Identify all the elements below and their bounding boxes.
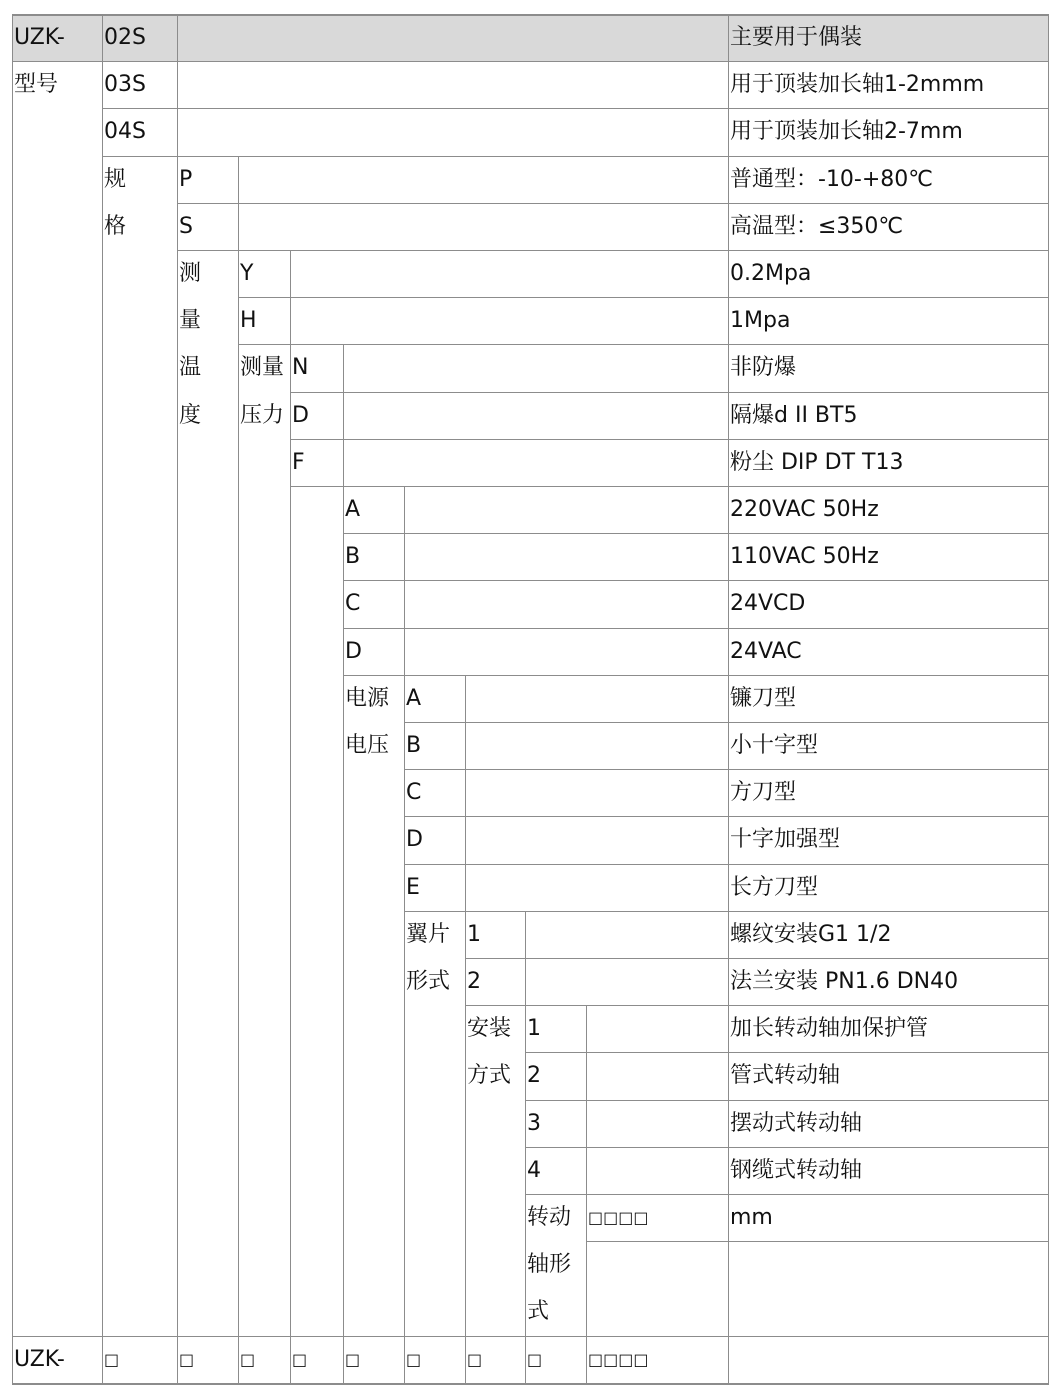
shaft-desc: 加长转动轴加保护管: [730, 1016, 929, 1041]
table-rule: [525, 1147, 1049, 1148]
spec-code: P: [179, 167, 193, 192]
blade-code: D: [406, 827, 423, 852]
table-rule: [343, 344, 344, 1384]
blade-label: 形式: [406, 969, 451, 994]
table-rule: [12, 1383, 1049, 1385]
table-rule: [290, 439, 1049, 440]
voltage-desc: 220VAC 50Hz: [730, 497, 879, 522]
table-rule: [102, 108, 1049, 109]
code-box: □: [527, 1350, 543, 1369]
model-code-02s: 02S: [104, 25, 146, 50]
header-band: [12, 14, 1048, 61]
pressure-label: 测量: [240, 355, 285, 380]
install-label: 安装: [467, 1016, 512, 1041]
code-box: □: [240, 1350, 256, 1369]
voltage-desc: 24VAC: [730, 639, 802, 664]
table-rule: [177, 14, 178, 1384]
code-box: □: [345, 1350, 361, 1369]
table-rule: [12, 1336, 1049, 1337]
code-box: □: [179, 1350, 195, 1369]
code-box: □: [406, 1350, 422, 1369]
code-box: □: [467, 1350, 483, 1369]
install-desc: 螺纹安装G1 1/2: [730, 922, 892, 947]
table-rule: [238, 297, 1049, 298]
table-rule: [728, 14, 729, 1384]
shaft-code: 4: [527, 1158, 541, 1183]
length-code: □□□□: [588, 1208, 649, 1227]
table-rule: [525, 911, 526, 1384]
spec-label: 规: [104, 167, 127, 192]
pressure-label: 压力: [240, 403, 285, 428]
shaft-code: 2: [527, 1063, 541, 1088]
model-desc-02s: 主要用于偶装: [730, 25, 863, 50]
shaft-label: 转动: [527, 1205, 572, 1230]
temp-code: Y: [240, 261, 254, 286]
table-rule: [290, 250, 291, 1384]
shaft-desc: 管式转动轴: [730, 1063, 841, 1088]
pressure-code: F: [292, 450, 305, 475]
model-desc: 用于顶装加长轴2-7mm: [730, 119, 963, 144]
blade-code: A: [406, 686, 422, 711]
table-rule: [586, 1005, 587, 1384]
voltage-desc: 110VAC 50Hz: [730, 544, 879, 569]
table-rule: [177, 203, 1049, 204]
code-box: □□□□: [588, 1350, 649, 1369]
table-rule: [465, 675, 466, 1384]
temp-desc: 1Mpa: [730, 308, 791, 333]
temp-label: 度: [179, 403, 202, 428]
table-rule: [238, 344, 1049, 345]
model-code: 03S: [104, 72, 146, 97]
table-rule: [525, 1100, 1049, 1101]
code-box: □: [104, 1350, 120, 1369]
voltage-desc: 24VCD: [730, 591, 806, 616]
temp-label: 量: [179, 308, 202, 333]
table-rule: [290, 392, 1049, 393]
footer-prefix: UZK-: [14, 1347, 65, 1372]
pressure-code: N: [292, 355, 309, 380]
table-rule: [12, 61, 1049, 62]
table-rule: [102, 156, 1049, 157]
table-rule: [238, 156, 239, 1384]
install-code: 1: [467, 922, 481, 947]
table-rule: [525, 1194, 1049, 1195]
spec-desc: 高温型：≤350℃: [730, 214, 904, 239]
length-unit: mm: [730, 1205, 773, 1230]
table-rule: [404, 486, 405, 1384]
temp-label: 温: [179, 355, 202, 380]
table-rule: [343, 628, 1049, 629]
table-rule: [525, 1052, 1049, 1053]
table-rule: [343, 675, 1049, 676]
table-rule: [343, 533, 1049, 534]
model-desc: 用于顶装加长轴1-2mmm: [730, 72, 985, 97]
pressure-code: D: [292, 403, 309, 428]
blade-code: C: [406, 780, 422, 805]
install-desc: 法兰安装 PN1.6 DN40: [730, 969, 959, 994]
temp-label: 测: [179, 261, 202, 286]
shaft-label: 轴形: [527, 1252, 572, 1277]
shaft-code: 1: [527, 1016, 541, 1041]
table-rule: [404, 864, 1049, 865]
model-label: 型号: [14, 72, 59, 97]
spec-code: S: [179, 214, 193, 239]
shaft-label: 式: [527, 1299, 550, 1324]
shaft-desc: 摆动式转动轴: [730, 1111, 863, 1136]
table-rule: [1048, 14, 1049, 1384]
table-rule: [177, 250, 1049, 251]
table-rule: [404, 911, 1049, 912]
temp-code: H: [240, 308, 257, 333]
table-rule: [404, 769, 1049, 770]
table-rule: [102, 14, 103, 1384]
model-code: 04S: [104, 119, 146, 144]
pressure-desc: 非防爆: [730, 355, 797, 380]
spec-label: 格: [104, 214, 127, 239]
blade-code: B: [406, 733, 422, 758]
voltage-label: 电压: [345, 733, 390, 758]
table-rule: [586, 1241, 1049, 1242]
temp-desc: 0.2Mpa: [730, 261, 812, 286]
install-code: 2: [467, 969, 481, 994]
blade-desc: 方刀型: [730, 780, 797, 805]
blade-desc: 镰刀型: [730, 686, 797, 711]
table-rule: [12, 14, 13, 1384]
table-rule: [465, 1005, 1049, 1006]
code-box: □: [292, 1350, 308, 1369]
header-prefix: UZK-: [14, 25, 65, 50]
blade-label: 翼片: [406, 922, 451, 947]
voltage-code: D: [345, 639, 362, 664]
table-rule: [404, 816, 1049, 817]
blade-code: E: [406, 875, 420, 900]
voltage-label: 电源: [345, 686, 390, 711]
voltage-code: A: [345, 497, 361, 522]
table-rule: [465, 958, 1049, 959]
table-rule: [343, 580, 1049, 581]
voltage-code: B: [345, 544, 361, 569]
shaft-desc: 钢缆式转动轴: [730, 1158, 863, 1183]
pressure-desc: 隔爆d II BT5: [730, 403, 858, 428]
blade-desc: 长方刀型: [730, 875, 819, 900]
pressure-desc: 粉尘 DIP DT T13: [730, 450, 904, 475]
blade-desc: 小十字型: [730, 733, 819, 758]
table-rule: [12, 14, 1049, 16]
shaft-code: 3: [527, 1111, 541, 1136]
voltage-code: C: [345, 591, 361, 616]
install-label: 方式: [467, 1063, 512, 1088]
spec-desc: 普通型：-10-+80℃: [730, 167, 934, 192]
table-rule: [404, 722, 1049, 723]
blade-desc: 十字加强型: [730, 827, 841, 852]
